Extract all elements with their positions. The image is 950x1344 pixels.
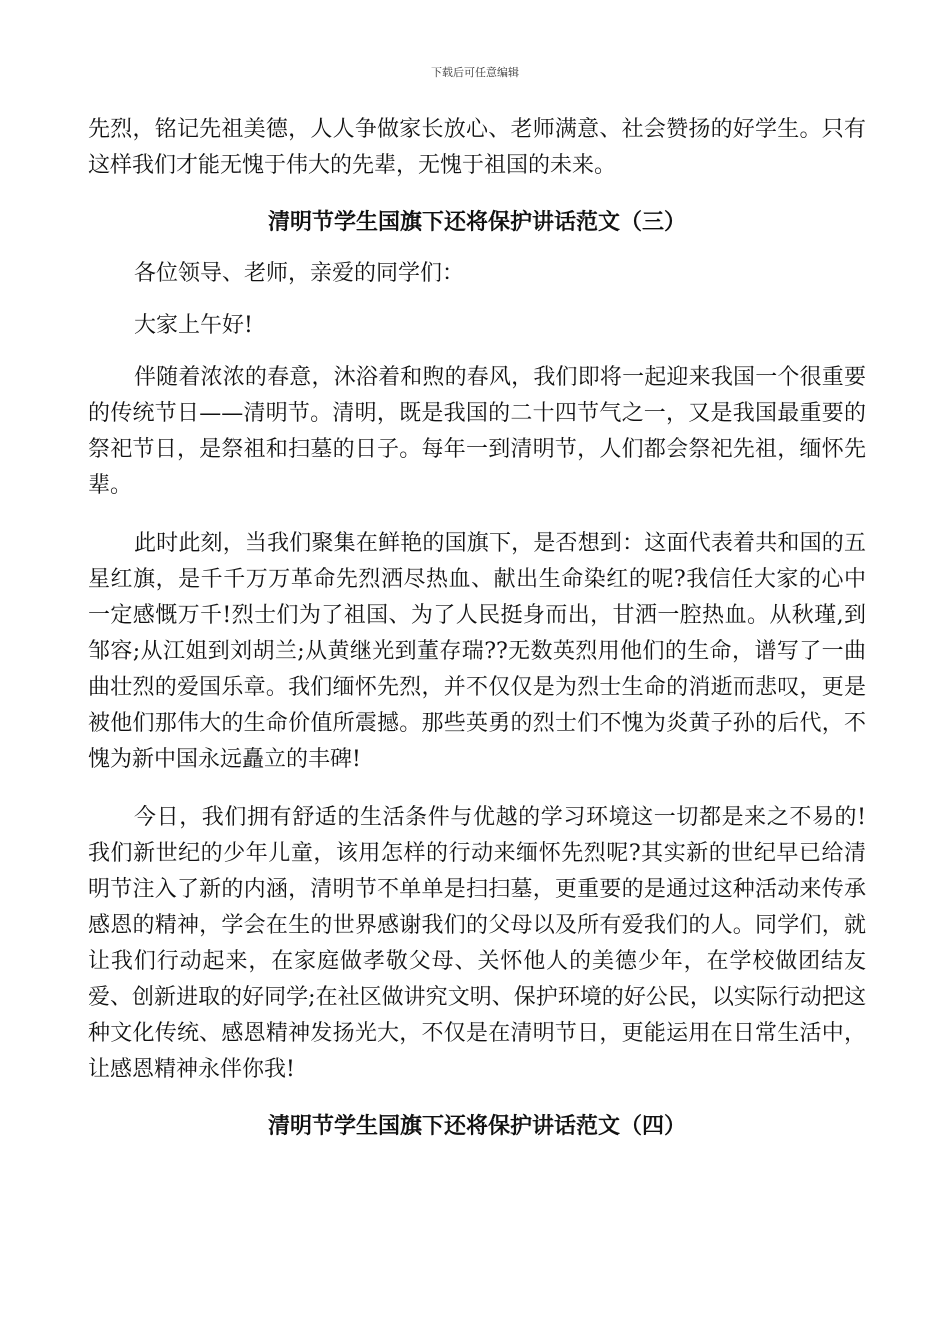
greeting-line: 各位领导、老师，亲爱的同学们：	[134, 261, 465, 286]
paragraph-continued: 先烈，铭记先祖美德，人人争做家长放心、老师满意、社会赞扬的好学生。只有这样我们才能无愧于伟大的先辈，无愧于祖国的未来。	[88, 117, 866, 178]
paragraph-3: 今日，我们拥有舒适的生活条件与优越的学习环境这一切都是来之不易的!我们新世纪的少年儿童，该用怎样的行动来缅怀先烈呢?其实新的世纪早已给清明节注入了新的内涵，清明节不单单是扫扫墓，更重要的是通过这种活动来传承感恩的精神，学会在生的世界感谢我们的父母以及所有爱我们的人。同学们，就让我们行动起来，在家庭做孝敬父母、关怀他人的美德少年，在学校做团结友爱、创新进取的好同学;在社区做讲究文明、保护环境的好公民，以实际行动把这种文化传统、感恩精神发扬光大，不仅是在清明节日，更能运用在日常生活中，让感恩精神永伴你我!	[88, 805, 866, 1082]
hello-line: 大家上午好!	[134, 313, 253, 338]
section-heading-3: 清明节学生国旗下还将保护讲话范文（三）	[267, 209, 686, 235]
document-body	[88, 112, 866, 1144]
page-header: 下载后可任意编辑	[431, 66, 519, 79]
paragraph-1: 伴随着浓浓的春意，沐浴着和煦的春风，我们即将一起迎来我国一个很重要的传统节日——清明节。清明，既是我国的二十四节气之一，又是我国最重要的祭祀节日，是祭祖和扫墓的日子。每年一到清明节，人们都会祭祀先祖，缅怀先辈。	[88, 365, 866, 498]
section-heading-4: 清明节学生国旗下还将保护讲话范文（四）	[267, 1113, 686, 1139]
paragraph-2: 此时此刻，当我们聚集在鲜艳的国旗下，是否想到：这面代表着共和国的五星红旗，是千千万万革命先烈洒尽热血、献出生命染红的呢?我信任大家的心中一定感慨万千!烈士们为了祖国、为了人民挺身而出，甘洒一腔热血。从秋瑾,到邹容;从江姐到刘胡兰;从黄继光到董存瑞??无数英烈用他们的生命，谱写了一曲曲壮烈的爱国乐章。我们缅怀先烈，并不仅仅是为烈士生命的消逝而悲叹，更是被他们那伟大的生命价值所震撼。那些英勇的烈士们不愧为炎黄子孙的后代，不愧为新中国永远矗立的丰碑!	[88, 531, 866, 772]
